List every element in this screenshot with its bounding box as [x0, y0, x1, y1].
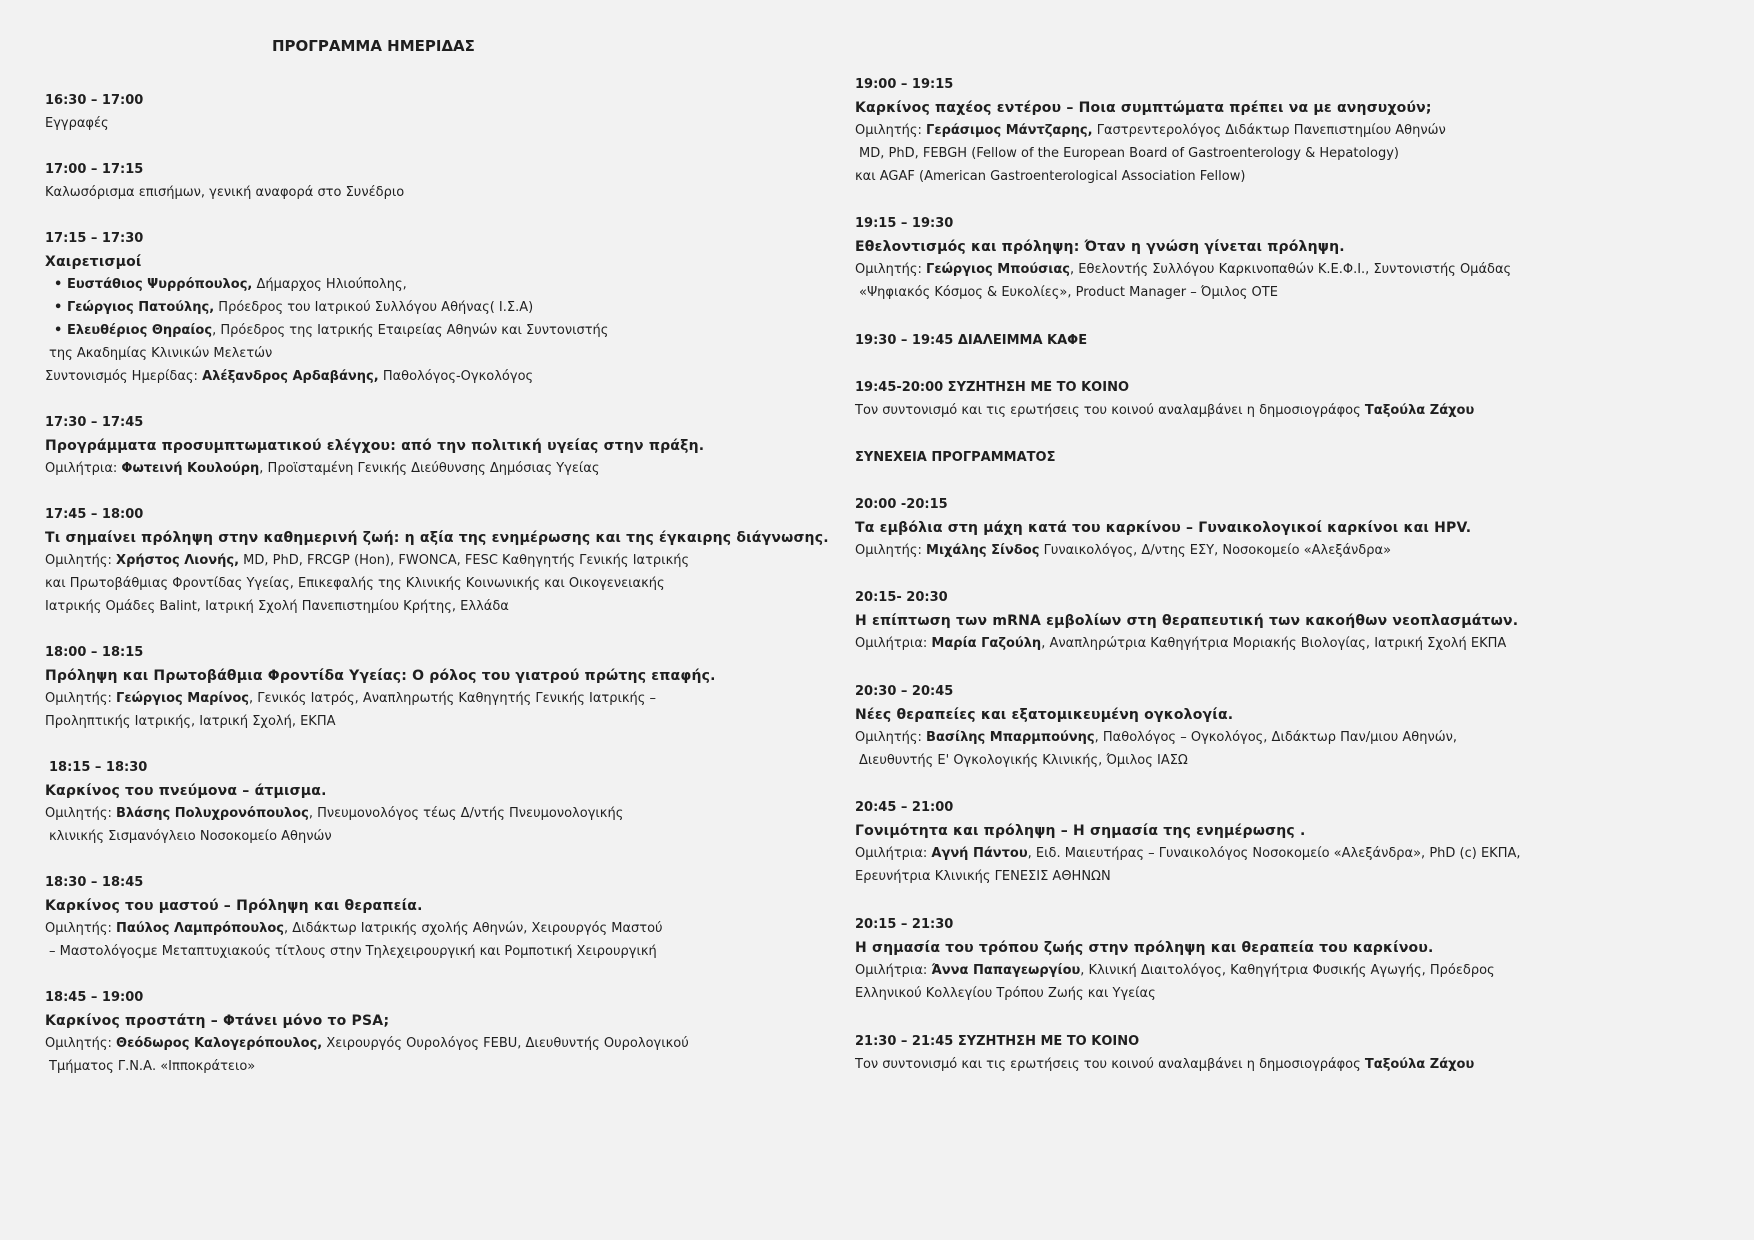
moderator-line [855, 1056, 1474, 1074]
speaker-name: Γεώργιος Μαρίνος [116, 691, 249, 706]
moderator-text: Τον συντονισμό και τις ερωτήσεις του κοινού αναλαμβάνει η δημοσιογράφος [855, 403, 1365, 418]
session-title: Η σημασία του τρόπου ζωής στην πρόληψη και θεραπεία του καρκίνου. [855, 940, 1434, 956]
speaker-name: Θεόδωρος Καλογερόπουλος, [116, 1036, 323, 1051]
speaker-role: , Αναπληρώτρια Καθηγήτρια Μοριακής Βιολογίας, Ιατρική Σχολή ΕΚΠΑ [1041, 636, 1507, 651]
speaker-name: Μαρία Γαζούλη [931, 636, 1042, 651]
speaker-role: Χειρουργός Ουρολόγος FEBU, Διευθυντής Ουρολογικού [322, 1036, 689, 1051]
session-title: Προγράμματα προσυμπτωματικού ελέγχου: από την πολιτική υγείας στην πράξη. [45, 438, 705, 454]
speaker-role: Δήμαρχος Ηλιούπολης, [252, 277, 407, 292]
page-title: ΠΡΟΓΡΑΜΜΑ ΗΜΕΡΙΔΑΣ [272, 37, 475, 55]
speaker-line [855, 635, 1506, 653]
speaker-label: Ομιλητής: [855, 123, 927, 138]
moderator-line [855, 402, 1474, 420]
speaker-role: Πρόεδρος του Ιατρικού Συλλόγου Αθήνας( Ι.Σ.Α) [214, 300, 534, 315]
session-time: 17:45 – 18:00 [45, 507, 144, 522]
speaker-role-cont: και Πρωτοβάθμιας Φροντίδας Υγείας, Επικεφαλής της Κλινικής Κοινωνικής και Οικογενειακής [45, 576, 665, 591]
speaker-role: , Κλινική Διαιτολόγος, Καθηγήτρια Φυσικής Αγωγής, Πρόεδρος [1080, 963, 1495, 978]
session-title: Νέες θεραπείες και εξατομικευμένη ογκολογία. [855, 707, 1234, 723]
speaker-role: , Παθολόγος – Ογκολόγος, Διδάκτωρ Παν/μιου Αθηνών, [1094, 730, 1458, 745]
session-text: Εγγραφές [45, 116, 109, 131]
speaker-line [855, 261, 1511, 279]
session-time: 20:15- 20:30 [855, 590, 948, 605]
speaker-role-cont: Ερευνήτρια Κλινικής ΓΕΝΕΣΙΣ ΑΘΗΝΩΝ [855, 869, 1111, 884]
speaker-line [855, 729, 1457, 747]
session-time: 19:00 – 19:15 [855, 77, 954, 92]
session-time: 18:15 – 18:30 [49, 760, 148, 775]
speaker-role-cont: Τμήματος Γ.Ν.Α. «Ιπποκράτειο» [49, 1059, 256, 1074]
speaker-role-cont: κλινικής Σισμανόγλειο Νοσοκομείο Αθηνών [49, 829, 332, 844]
speaker-name: Βλάσης Πολυχρονόπουλος [116, 806, 309, 821]
speaker-role-cont: MD, PhD, FEBGH (Fellow of the European Board of Gastroenterology & Hepatology) [859, 146, 1399, 161]
session-time: 19:45-20:00 ΣΥΖΗΤΗΣΗ ΜΕ ΤΟ ΚΟΙΝΟ [855, 380, 1129, 395]
speaker-label: Ομιλητής: [855, 730, 927, 745]
speaker-role-cont: Ιατρικής Ομάδες Balint, Ιατρική Σχολή Πανεπιστημίου Κρήτης, Ελλάδα [45, 599, 509, 614]
session-time: 18:45 – 19:00 [45, 990, 144, 1005]
speaker-name: Ελευθέριος Θηραίος [67, 323, 213, 338]
session-title: Τα εμβόλια στη μάχη κατά του καρκίνου – Γυναικολογικοί καρκίνοι και HPV. [855, 520, 1472, 536]
speaker-line [45, 920, 663, 938]
speaker-label: Ομιλήτρια: [45, 461, 122, 476]
speaker-label: Ομιλήτρια: [855, 636, 932, 651]
speaker-name: Βασίλης Μπαρμπούνης [926, 730, 1095, 745]
speaker-line [45, 805, 623, 823]
session-time: 21:30 – 21:45 ΣΥΖΗΤΗΣΗ ΜΕ ΤΟ ΚΟΙΝΟ [855, 1034, 1140, 1049]
speaker-role-cont: Διευθυντής Ε' Ογκολογικής Κλινικής, Όμιλος ΙΑΣΩ [859, 753, 1188, 768]
speaker-label: Ομιλητής: [855, 543, 927, 558]
speaker-name: Ευστάθιος Ψυρρόπουλος, [67, 277, 253, 292]
speaker-role-cont: και AGAF (American Gastroenterological Association Fellow) [855, 169, 1246, 184]
speaker-role-cont: – Μαστολόγοςμε Μεταπτυχιακούς τίτλους στην Τηλεχειρουργική και Ρομποτική Χειρουργική [49, 944, 657, 959]
moderator-name: Ταξούλα Ζάχου [1364, 403, 1475, 418]
session-title: Εθελοντισμός και πρόληψη: Όταν η γνώση γίνεται πρόληψη. [855, 239, 1345, 255]
speaker-role: MD, PhD, FRCGP (Hon), FWONCA, FESC Καθηγητής Γενικής Ιατρικής [239, 553, 690, 568]
speaker-label: Ομιλητής: [45, 1036, 117, 1051]
speaker-name: Γεώργιος Πατούλης, [67, 300, 215, 315]
session-title: Η επίπτωση των mRNA εμβολίων στη θεραπευτική των κακοήθων νεοπλασμάτων. [855, 613, 1519, 629]
coordinator-line [45, 368, 533, 386]
speaker-role: , Ειδ. Μαιευτήρας – Γυναικολόγος Νοσοκομείο «Αλεξάνδρα», PhD (c) ΕΚΠΑ, [1027, 846, 1521, 861]
speaker-name: Μιχάλης Σίνδος [926, 543, 1040, 558]
greeting-item [67, 276, 407, 294]
speaker-role: , Προϊσταμένη Γενικής Διεύθυνσης Δημόσιας Υγείας [259, 461, 600, 476]
session-time: 18:30 – 18:45 [45, 875, 144, 890]
speaker-line [45, 1035, 689, 1053]
speaker-name: Χρήστος Λιονής, [116, 553, 240, 568]
speaker-role: , Εθελοντής Συλλόγου Καρκινοπαθών Κ.Ε.Φ.Ι., Συντονιστής Ομάδας [1070, 262, 1512, 277]
session-time: 18:00 – 18:15 [45, 645, 144, 660]
speaker-role: Παθολόγος-Ογκολόγος [378, 369, 534, 384]
speaker-label: Ομιλητής: [45, 806, 117, 821]
speaker-label: Ομιλητής: [45, 553, 117, 568]
speaker-name: Γεράσιμος Μάντζαρης, [926, 123, 1093, 138]
coordinator-label: Συντονισμός Ημερίδας: [45, 369, 203, 384]
speaker-label: Ομιλητής: [855, 262, 927, 277]
speaker-name: Γεώργιος Μπούσιας [926, 262, 1071, 277]
moderator-text: Τον συντονισμό και τις ερωτήσεις του κοινού αναλαμβάνει η δημοσιογράφος [855, 1057, 1365, 1072]
speaker-line [855, 845, 1521, 863]
speaker-name: Αλέξανδρος Αρδαβάνης, [202, 369, 379, 384]
speaker-label: Ομιλητής: [45, 921, 117, 936]
session-title: Πρόληψη και Πρωτοβάθμια Φροντίδα Υγείας: Ο ρόλος του γιατρού πρώτης επαφής. [45, 668, 716, 684]
session-title: Καρκίνος του πνεύμονα – άτμισμα. [45, 783, 327, 799]
speaker-role: , Διδάκτωρ Ιατρικής σχολής Αθηνών, Χειρουργός Μαστού [283, 921, 663, 936]
session-text: Καλωσόρισμα επισήμων, γενική αναφορά στο Συνέδριο [45, 185, 405, 200]
speaker-role: , Πνευμονολόγος τέως Δ/ντής Πνευμονολογικής [308, 806, 624, 821]
session-title: Καρκίνος παχέος εντέρου – Ποια συμπτώματα πρέπει να με ανησυχούν; [855, 100, 1432, 116]
speaker-label: Ομιλήτρια: [855, 846, 932, 861]
speaker-line [855, 962, 1495, 980]
speaker-role-cont: της Ακαδημίας Κλινικών Μελετών [49, 346, 273, 361]
session-title: Χαιρετισμοί [45, 254, 142, 270]
session-time: 20:00 -20:15 [855, 497, 948, 512]
speaker-name: Αγνή Πάντου [931, 846, 1028, 861]
speaker-name: Άννα Παπαγεωργίου [931, 963, 1081, 978]
greeting-item [67, 299, 533, 317]
session-time: 16:30 – 17:00 [45, 93, 144, 108]
speaker-role: , Γενικός Ιατρός, Αναπληρωτής Καθηγητής Γενικής Ιατρικής – [249, 691, 657, 706]
speaker-name: Φωτεινή Κουλούρη [121, 461, 260, 476]
speaker-line [855, 542, 1391, 560]
session-time: 20:30 – 20:45 [855, 684, 954, 699]
speaker-line [855, 122, 1446, 140]
speaker-line [45, 460, 600, 478]
session-time: 17:30 – 17:45 [45, 415, 144, 430]
greeting-item [67, 322, 608, 340]
section-heading: ΣΥΝΕΧΕΙΑ ΠΡΟΓΡΑΜΜΑΤΟΣ [855, 450, 1056, 465]
session-title: Καρκίνος του μαστού – Πρόληψη και θεραπεία. [45, 898, 423, 914]
speaker-role-cont: Προληπτικής Ιατρικής, Ιατρική Σχολή, ΕΚΠΑ [45, 714, 336, 729]
speaker-role: Γαστρεντερολόγος Διδάκτωρ Πανεπιστημίου Αθηνών [1092, 123, 1446, 138]
session-title: Γονιμότητα και πρόληψη – Η σημασία της ενημέρωσης . [855, 823, 1306, 839]
session-time: 20:15 – 21:30 [855, 917, 954, 932]
speaker-role: Γυναικολόγος, Δ/ντης ΕΣΥ, Νοσοκομείο «Αλεξάνδρα» [1039, 543, 1392, 558]
session-title: Τι σημαίνει πρόληψη στην καθημερινή ζωή: η αξία της ενημέρωσης και της έγκαιρης διάγνωσης. [45, 530, 829, 546]
session-time: 19:15 – 19:30 [855, 216, 954, 231]
speaker-role: , Πρόεδρος της Ιατρικής Εταιρείας Αθηνών και Συντονιστής [212, 323, 609, 338]
speaker-name: Παύλος Λαμπρόπουλος [116, 921, 284, 936]
session-time: 17:00 – 17:15 [45, 162, 144, 177]
speaker-role-cont: Ελληνικού Κολλεγίου Τρόπου Ζωής και Υγείας [855, 986, 1156, 1001]
session-time: 20:45 – 21:00 [855, 800, 954, 815]
session-time: 17:15 – 17:30 [45, 231, 144, 246]
speaker-line [45, 552, 689, 570]
session-title: Καρκίνος προστάτη – Φτάνει μόνο το PSA; [45, 1013, 390, 1029]
speaker-label: Ομιλητής: [45, 691, 117, 706]
moderator-name: Ταξούλα Ζάχου [1364, 1057, 1475, 1072]
speaker-line [45, 690, 656, 708]
break-title: 19:30 – 19:45 ΔΙΑΛΕΙΜΜΑ ΚΑΦΕ [855, 333, 1088, 348]
speaker-label: Ομιλήτρια: [855, 963, 932, 978]
speaker-role-cont: «Ψηφιακός Κόσμος & Ευκολίες», Product Manager – Όμιλος ΟΤΕ [859, 285, 1278, 300]
